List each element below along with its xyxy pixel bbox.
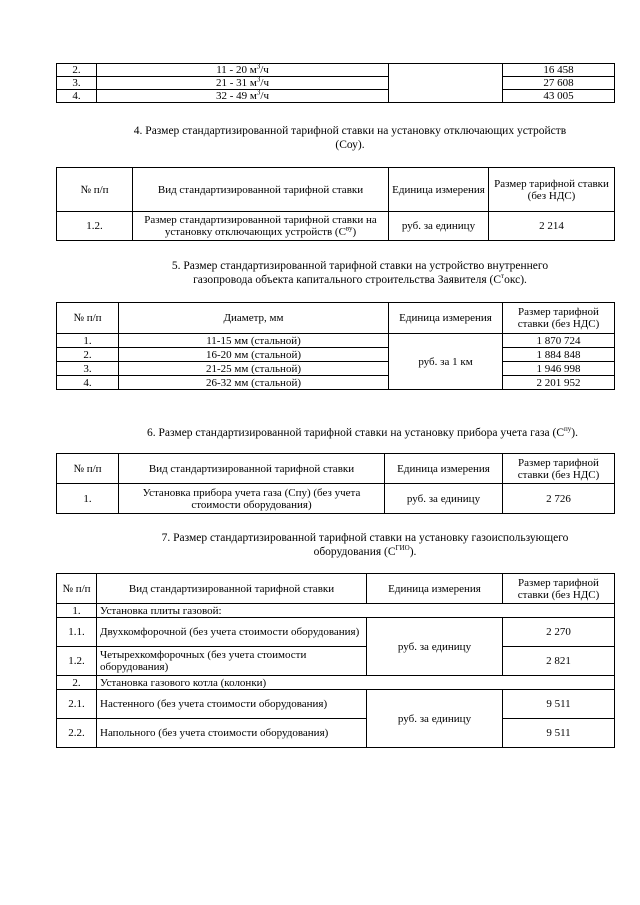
- diameter-cell: 26-32 мм (стальной): [119, 376, 389, 390]
- section-5-title-line1: 5. Размер стандартизированной тарифной ставки на устройство внутреннего: [171, 260, 549, 272]
- merged-unit-cell: руб. за единицу: [367, 618, 503, 676]
- header-unit: Единица измерения: [385, 454, 503, 484]
- section-4-title: [100, 124, 600, 152]
- type-close: ): [352, 226, 357, 238]
- value-cell: 1 946 998: [503, 362, 615, 376]
- table-header-row: [57, 574, 615, 604]
- table-row: [57, 362, 615, 376]
- value-cell: 2 201 952: [503, 376, 615, 390]
- value-cell: 16 458: [503, 64, 615, 77]
- header-num: № п/п: [57, 454, 119, 484]
- header-num: № п/п: [57, 168, 133, 212]
- row-number: 4.: [57, 90, 97, 103]
- header-size: Размер тарифной ставки (без НДС): [503, 454, 615, 484]
- type-cell: Настенного (без учета стоимости оборудования): [97, 690, 367, 719]
- table-header-row: [57, 303, 615, 334]
- row-number: 1.2.: [57, 212, 133, 241]
- value-cell: 2 821: [503, 647, 615, 676]
- section-5-title: [110, 259, 610, 287]
- section-7-title-line2: [120, 545, 610, 559]
- table-row: [57, 64, 615, 77]
- row-number: 1.2.: [57, 647, 97, 676]
- unit-tail: /ч: [260, 77, 269, 89]
- merged-unit-cell: руб. за единицу: [367, 690, 503, 748]
- table-row: [57, 719, 615, 748]
- value-cell: 2 726: [503, 484, 615, 514]
- table-row: [57, 212, 615, 241]
- table-row: [57, 484, 615, 514]
- title-tail: ).: [571, 427, 578, 439]
- merged-unit-cell: [389, 64, 503, 103]
- section-7-title-line1: 7. Размер стандартизированной тарифной ставки на установку газоиспользующего: [161, 532, 569, 544]
- table-6: [56, 453, 615, 514]
- unit-cell: руб. за единицу: [385, 484, 503, 514]
- section-6-title: [110, 426, 615, 440]
- header-unit: Единица измерения: [389, 303, 503, 334]
- range-cell: [97, 77, 389, 90]
- unit-sup: 3: [256, 75, 261, 84]
- diameter-cell: 16-20 мм (стальной): [119, 348, 389, 362]
- title-sup: пу: [564, 425, 572, 434]
- range-cell: [97, 64, 389, 77]
- value-cell: 43 005: [503, 90, 615, 103]
- unit-tail: /ч: [260, 90, 269, 102]
- type-cell: [133, 212, 389, 241]
- table-row: [57, 90, 615, 103]
- type-cell: Двухкомфорочной (без учета стоимости оборудования): [97, 618, 367, 647]
- row-number: 2.2.: [57, 719, 97, 748]
- section-6-title-line: [110, 426, 615, 440]
- row-number: 3.: [57, 362, 119, 376]
- value-cell: 9 511: [503, 719, 615, 748]
- type-text: Размер стандартизированной тарифной ставки на установку отключающих устройств (С: [144, 214, 377, 238]
- table-row: [57, 334, 615, 348]
- table-row: [57, 376, 615, 390]
- section-7-title: [120, 531, 610, 559]
- unit-sup: 3: [256, 88, 261, 97]
- table-row: [57, 348, 615, 362]
- diameter-cell: 21-25 мм (стальной): [119, 362, 389, 376]
- table-header-row: [57, 454, 615, 484]
- table-7: [56, 573, 615, 748]
- unit-tail: /ч: [260, 64, 269, 76]
- title-sup: ГИО: [395, 544, 410, 553]
- group-label: Установка плиты газовой:: [97, 604, 615, 618]
- header-size: Размер тарифной ставки (без НДС): [503, 574, 615, 604]
- header-size: Размер тарифной ставки (без НДС): [503, 303, 615, 334]
- title-text: 6. Размер стандартизированной тарифной ставки на установку прибора учета газа (С: [147, 427, 564, 439]
- range-text: 32 - 49 м: [216, 90, 257, 102]
- table-row: [57, 618, 615, 647]
- row-number: 1.: [57, 484, 119, 514]
- row-number: 4.: [57, 376, 119, 390]
- title-tail: окс).: [504, 274, 527, 286]
- row-number: 1.1.: [57, 618, 97, 647]
- value-cell: 27 608: [503, 77, 615, 90]
- header-type: Вид стандартизированной тарифной ставки: [119, 454, 385, 484]
- header-unit: Единица измерения: [367, 574, 503, 604]
- type-cell: Четырехкомфорочных (без учета стоимости оборудования): [97, 647, 367, 676]
- header-type: Вид стандартизированной тарифной ставки: [97, 574, 367, 604]
- table-3-continuation: [56, 63, 615, 103]
- title-text: газопровода объекта капитального строительства Заявителя (С: [193, 274, 501, 286]
- row-number: 2.1.: [57, 690, 97, 719]
- row-number: 2.: [57, 348, 119, 362]
- section-4-title-line2: (Соу).: [335, 139, 365, 151]
- value-cell: 1 884 848: [503, 348, 615, 362]
- header-unit: Единица измерения: [389, 168, 489, 212]
- table-row: [57, 690, 615, 719]
- table-row: [57, 647, 615, 676]
- merged-unit-cell: руб. за 1 км: [389, 334, 503, 390]
- header-num: № п/п: [57, 303, 119, 334]
- range-text: 21 - 31 м: [216, 77, 257, 89]
- type-cell: Установка прибора учета газа (Спу) (без учета стоимости оборудования): [119, 484, 385, 514]
- title-text: оборудования (С: [313, 546, 396, 558]
- group-row: [57, 604, 615, 618]
- table-header-row: [57, 168, 615, 212]
- row-number: 2.: [57, 676, 97, 690]
- unit-cell: руб. за единицу: [389, 212, 489, 241]
- header-diameter: Диаметр, мм: [119, 303, 389, 334]
- section-5-title-line2: [110, 273, 610, 287]
- unit-sup: 3: [256, 62, 261, 71]
- range-text: 11 - 20 м: [216, 64, 257, 76]
- title-tail: ).: [409, 546, 417, 558]
- row-number: 1.: [57, 334, 119, 348]
- value-cell: 1 870 724: [503, 334, 615, 348]
- section-4-title-line1: 4. Размер стандартизированной тарифной ставки на установку отключающих устройств: [133, 125, 567, 137]
- value-cell: 2 214: [489, 212, 615, 241]
- group-label: Установка газового котла (колонки): [97, 676, 615, 690]
- header-num: № п/п: [57, 574, 97, 604]
- table-5: [56, 302, 615, 390]
- title-sup: т: [501, 272, 505, 281]
- group-row: [57, 676, 615, 690]
- range-cell: [97, 90, 389, 103]
- diameter-cell: 11-15 мм (стальной): [119, 334, 389, 348]
- table-row: [57, 77, 615, 90]
- header-type: Вид стандартизированной тарифной ставки: [133, 168, 389, 212]
- value-cell: 2 270: [503, 618, 615, 647]
- row-number: 2.: [57, 64, 97, 77]
- type-cell: Напольного (без учета стоимости оборудования): [97, 719, 367, 748]
- value-cell: 9 511: [503, 690, 615, 719]
- header-size: Размер тарифной ставки (без НДС): [489, 168, 615, 212]
- table-4: [56, 167, 615, 241]
- row-number: 3.: [57, 77, 97, 90]
- row-number: 1.: [57, 604, 97, 618]
- type-sup: ву: [345, 224, 353, 233]
